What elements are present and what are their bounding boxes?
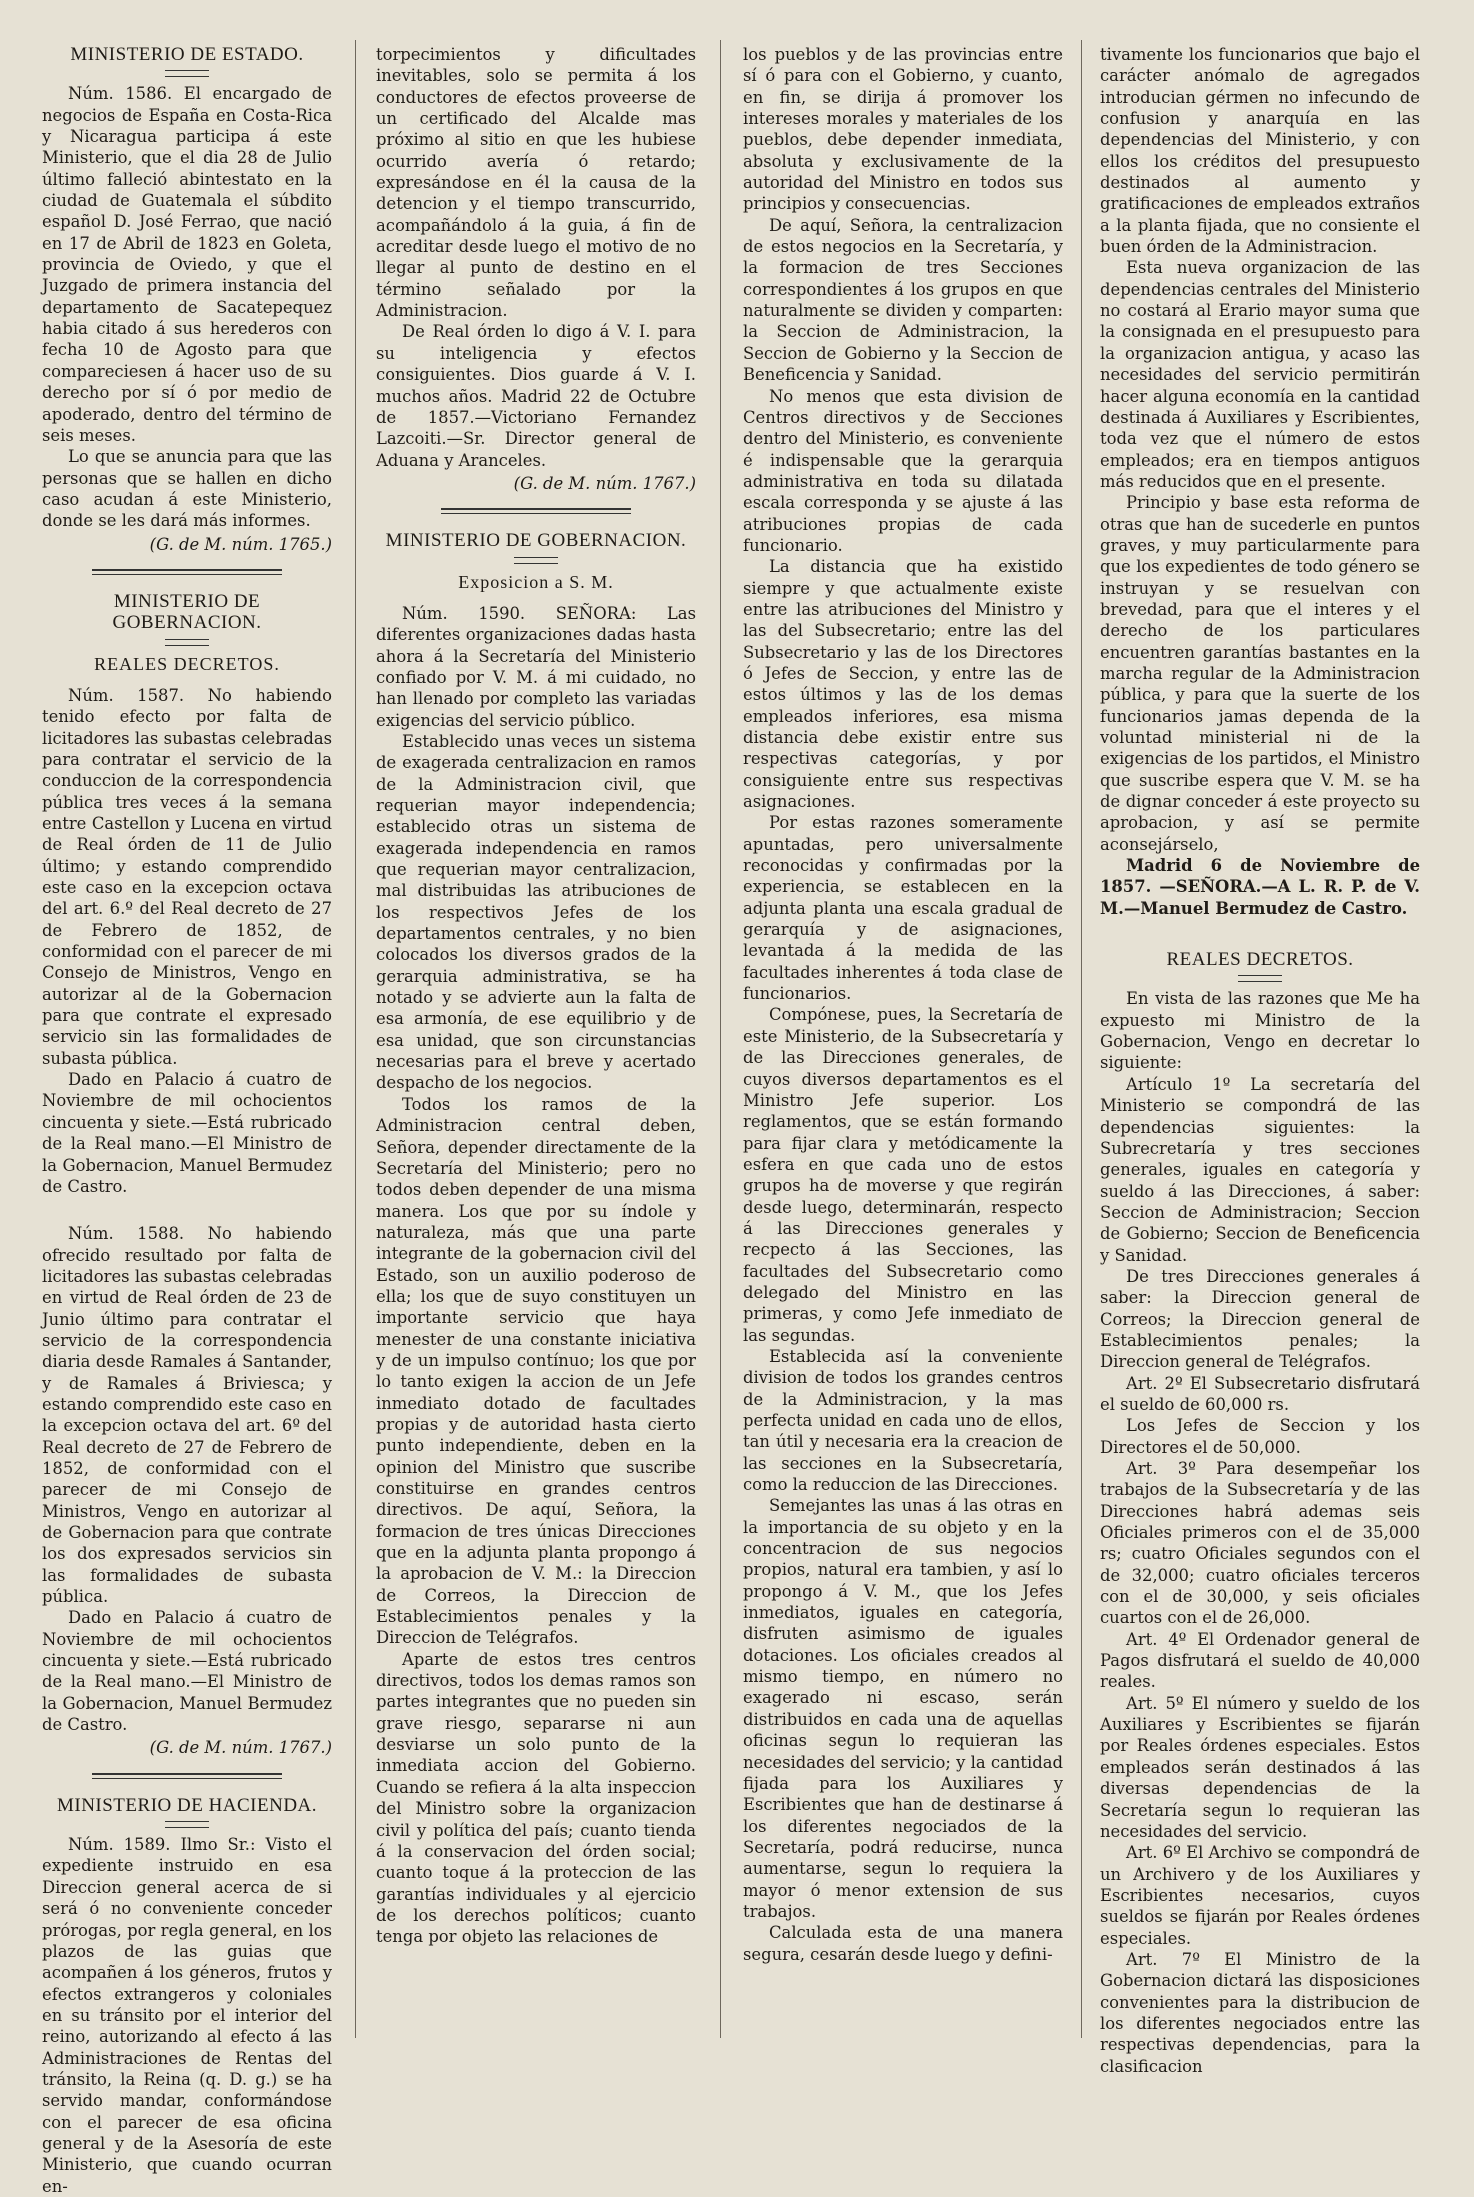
- ornament-dash: [514, 557, 558, 564]
- column-rule: [1081, 40, 1082, 2038]
- paragraph: Esta nueva organizacion de las dependencias centrales del Ministerio no costará al Erario mayor suma que la consignada en el presupuesto para la organizacion antigua, y acaso las necesidades del servicio permitirán hacer alguna economía en la cantidad destinada á Auxiliares y Escribientes, toda vez que el número de estos empleados; era en tiempos antiguos más reducidos que en el presente.: [1100, 258, 1420, 491]
- section-heading-text: MINISTERIO DE GOBERNACION.: [112, 590, 262, 634]
- section-heading-text: MINISTERIO DE HACIENDA.: [56, 1794, 318, 1816]
- section-separator: [441, 508, 631, 514]
- continued-paragraph: los pueblos y de las provincias entre sí ó para con el Gobierno, y cuanto, en fin, se dirija á promover los intereses morales y materiales de los pueblos, debe depender inmediata, absoluta y exclusivamente de la autoridad del Ministro en todos sus principios y consecuencias.: [743, 45, 1063, 214]
- continued-paragraph: torpecimientos y dificultades inevitables, solo se permita á los conductores de efectos proveerse de un certificado del Alcalde mas próximo al sitio en que les hubiese ocurrido avería ó retardo; expresándose en él la causa de la detencion y el tiempo transcurrido, acompañándolo á la guia, á fin de acreditar desde luego el motivo de no llegar al punto de destino en el término señalado por la Administracion.: [376, 45, 696, 321]
- paragraph: No menos que esta division de Centros directivos y de Secciones dentro del Ministerio, es conveniente é indispensable que la gerarquia administrativa en toda su dilatada escala corresponda y se ajuste á las atribuciones propias de cada funcionario.: [743, 386, 1063, 555]
- section-separator: [92, 569, 282, 575]
- ornament-dash: [165, 70, 209, 77]
- paragraph: La distancia que ha existido siempre y que actualmente existe entre las atribuciones del Ministro y las del Subsecretario; entre las del Subsecretario y las de los Directores ó Jefes de Seccion, y entre las de estos últimos y las de los demas empleados inferiores, esa misma distancia debe existir entre sus respectivas categorías, y por consiguiente entre sus respectivas asignaciones.: [743, 557, 1063, 812]
- section-heading: [376, 530, 696, 563]
- section-heading: [42, 44, 332, 77]
- paragraph: Establecida así la conveniente division de todos los grandes centros de la Administracion, y la mas perfecta unidad en cada uno de ellos, tan útil y necesaria era la creacion de las secciones en la Subsecretaría, como la reduccion de las Direcciones.: [743, 1346, 1063, 1495]
- source-citation: (G. de M. núm. 1767.): [513, 473, 696, 493]
- sub-heading: Exposicion a S. M.: [458, 571, 614, 592]
- paragraph: Artículo 1º La secretaría del Ministerio se compondrá de las dependencias siguientes: la Subrecretaría y tres secciones generales, iguales en categoría y sueldo á las Direcciones, á saber: Seccion de Administracion; Seccion de Gobierno; Seccion de Beneficencia y Sanidad.: [1100, 1074, 1420, 1265]
- paragraph: Principio y base esta reforma de otras que han de sucederle en puntos graves, y muy particularmente para que los expedientes de todo género se instruyan y se resuelvan con brevedad, para que el interes y el derecho de los particulares encuentren garantías bastantes en la marcha regular de la Administracion pública, y para que la suerte de los funcionarios jamas dependa de la voluntad ministerial ni de la exigencias de los partidos, el Ministro que suscribe espera que V. M. se ha de dignar conceder á este proyecto su aprobacion, y así se permite aconsejárselo,: [1100, 493, 1420, 854]
- paragraph: De aquí, Señora, la centralizacion de estos negocios en la Secretaría, y la formacion de tres Secciones correspondientes á los grupos en que naturalmente se dividen y comparten: la Seccion de Administracion, la Seccion de Gobierno y la Seccion de Beneficencia y Sanidad.: [743, 215, 1063, 385]
- paragraph: Aparte de estos tres centros directivos, todos los demas ramos son partes integrantes que no pueden sin grave riesgo, separarse ni aun desviarse un solo punto de la inmediata accion del Gobierno. Cuando se refiera á la alta inspeccion del Ministro sobre la organizacion civil y política del país; cuanto tienda á la conservacion del órden social; cuanto toque á la proteccion de las garantías individuales y al ejercicio de los derechos políticos; cuanto tenga por objeto las relaciones de: [376, 1649, 696, 1947]
- paragraph: Art. 2º El Subsecretario disfrutará el sueldo de 60,000 rs.: [1100, 1373, 1420, 1414]
- paragraph: Compónese, pues, la Secretaría de este Ministerio, de la Subsecretaría y de las Direcciones generales, de cuyos diversos departamentos es el Ministro Jefe superior. Los reglamentos, que se están formando para fijar clara y metódicamente la esfera en que cada uno de estos grupos ha de moverse y que regirán desde luego, determinarán, respecto á las Direcciones generales y recpecto á las Secciones, las facultades del Subsecretario como delegado del Ministro en las primeras, y como Jefe inmediato de las segundas.: [743, 1005, 1063, 1345]
- paragraph: Art. 4º El Ordenador general de Pagos disfrutará el sueldo de 40,000 reales.: [1100, 1629, 1420, 1692]
- ornament-dash: [165, 1821, 209, 1828]
- ornament-dash: [1238, 975, 1282, 982]
- section-heading: [1100, 949, 1420, 982]
- paragraph: Establecido unas veces un sistema de exagerada centralizacion en ramos de la Administracion civil, que requerian mayor independencia; establecido otras un sistema de exagerada independencia en ramos que requerian mayor centralizacion, mal distribuidas las atribuciones de los respectivos Jefes de los departamentos centrales, y no bien colocados los diversos grados de la gerarquia administrativa, se ha notado y se advierte aun la falta de esa armonía, de ese equilibrio y de esa unidad, que son circunstancias necesarias para el breve y acertado despacho de los negocios.: [376, 731, 696, 1093]
- column-rule: [720, 40, 721, 2038]
- paragraph: Semejantes las unas á las otras en la importancia de su objeto y en la concentracion de sus negocios propios, natural era tambien, y así lo propongo á V. M., que los Jefes inmediatos, iguales en categoría, disfruten asimismo de iguales dotaciones. Los oficiales creados al mismo tiempo, en número no exagerado ni escaso, serán distribuidos en cada una de aquellas oficinas segun lo requieran las necesidades del servicio; y la cantidad fijada para los Auxiliares y Escribientes que han de destinarse á los diferentes negociados de la Secretaría, podrá reducirse, nunca aumentarse, segun lo requiera la mayor ó menor extension de sus trabajos.: [743, 1496, 1063, 1921]
- signature-line: Madrid 6 de Noviembre de 1857. —SEÑORA.—A L. R. P. de V. M.—Manuel Bermudez de Castro.: [1100, 856, 1420, 918]
- section-heading-text: MINISTERIO DE ESTADO.: [70, 44, 304, 65]
- paragraph: Núm. 1586. El encargado de negocios de España en Costa-Rica y Nicaragua participa á este Ministerio, que el dia 28 de Julio último falleció abintestato en la ciudad de Guatemala el súbdito español D. José Ferrao, que nació en 17 de Abril de 1823 en Goleta, provincia de Oviedo, y que el Juzgado de primera instancia del departamento de Sacatepequez habia citado á sus herederos con fecha 10 de Agosto para que compareciesen á hacer uso de su derecho por sí ó por medio de apoderado, dentro del término de seis meses.: [42, 84, 332, 445]
- paragraph: Por estas razones someramente apuntadas, pero universalmente reconocidas y confirmadas por la experiencia, se establecen en la adjunta planta una escala gradual de gerarquía y de asignaciones, levantada á la medida de las facultades inherentes á toda clase de funcionarios.: [743, 813, 1063, 1004]
- section-heading-text: MINISTERIO DE GOBERNACION.: [385, 530, 687, 552]
- column-rule: [355, 40, 356, 2038]
- paragraph: Art. 5º El número y sueldo de los Auxiliares y Escribientes se fijarán por Reales órdenes especiales. Estos empleados serán destinados á las diversas dependencias de la Secretaría segun lo requieran las necesidades del servicio.: [1100, 1693, 1420, 1841]
- paragraph: De Real órden lo digo á V. I. para su inteligencia y efectos consiguientes. Dios guarde á V. I. muchos años. Madrid 22 de Octubre de 1857.—Victoriano Fernandez Lazcoiti.—Sr. Director general de Aduana y Aranceles.: [376, 322, 696, 470]
- column-1: [42, 44, 332, 2196]
- paragraph-gap: [42, 1197, 332, 1223]
- paragraph: En vista de las razones que Me ha expuesto mi Ministro de la Gobernacion, Vengo en decretar lo siguiente:: [1100, 989, 1420, 1073]
- continued-paragraph: tivamente los funcionarios que bajo el carácter anómalo de agregados introducian gérmen no infecundo de confusion y anarquía en las dependencias del Ministerio, y con ellos los créditos del presupuesto destinados al aumento y gratificaciones de empleados extraños a la planta fijada, que no consiente el buen órden de la Administracion.: [1100, 45, 1420, 257]
- ornament-dash: [165, 639, 209, 646]
- section-heading-text: REALES DECRETOS.: [1166, 949, 1354, 971]
- paragraph: Núm. 1587. No habiendo tenido efecto por falta de licitadores las subastas celebradas para contratar el servicio de la conduccion de la correspondencia pública tres veces á la semana entre Castellon y Lucena en virtud de Real órden de 11 de Julio último; y estando comprendido este caso en la excepcion octava del art. 6.º del Real decreto de 27 de Febrero de 1852, de conformidad con el parecer de mi Consejo de Ministros, Vengo en autorizar al de la Gobernacion para que contrate el expresado servicio sin las formalidades de subasta pública.: [42, 685, 332, 1068]
- paragraph: Art. 3º Para desempeñar los trabajos de la Subsecretaría y de las Direcciones habrá ademas seis Oficiales primeros con el de 35,000 rs; cuatro Oficiales segundos con el de 32,000; cuatro oficiales terceros con el de 30,000, y seis oficiales cuartos con el de 26,000.: [1100, 1459, 1420, 1628]
- section-heading: [42, 591, 332, 646]
- section-separator: [92, 1773, 282, 1779]
- paragraph: Núm. 1589. Ilmo Sr.: Visto el expediente instruido en esa Direccion general acerca de si será ó no conveniente conceder prórogas, por regla general, en los plazos de las guias que acompañen á los géneros, frutos y efectos extrangeros y coloniales en su tránsito por el interior del reino, autorizando al efecto á las Administraciones de Rentas del tránsito, la Reina (q. D. g.) se ha servido mandar, conformándose con el parecer de esa oficina general y de la Asesoría de este Ministerio, que cuando ocurran en-: [42, 1835, 332, 2196]
- source-citation: (G. de M. núm. 1765.): [149, 534, 332, 554]
- paragraph: Dado en Palacio á cuatro de Noviembre de mil ochocientos cincuenta y siete.—Está rubricado de la Real mano.—El Ministro de la Gobernacion, Manuel Bermudez de Castro.: [42, 1608, 332, 1735]
- sub-heading: REALES DECRETOS.: [94, 653, 280, 674]
- column-3: [743, 44, 1063, 2034]
- section-heading: [42, 1795, 332, 1828]
- column-4: [1100, 44, 1420, 2076]
- paragraph: Dado en Palacio á cuatro de Noviembre de mil ochocientos cincuenta y siete.—Está rubricado de la Real mano.—El Ministro de la Gobernacion, Manuel Bermudez de Castro.: [42, 1070, 332, 1196]
- paragraph: Núm. 1590. SEÑORA: Las diferentes organizaciones dadas hasta ahora á la Secretaría del Ministerio confiado por V. M. á mi cuidado, no han llenado por completo las variadas exigencias del servicio público.: [376, 603, 696, 730]
- paragraph: Núm. 1588. No habiendo ofrecido resultado por falta de licitadores las subastas celebradas en virtud de Real órden de 23 de Junio último para contratar el servicio de la correspondencia diaria desde Ramales á Santander, y de Ramales á Briviesca; y estando comprendido este caso en la excepcion octava del art. 6º del Real decreto de 27 de Febrero de 1852, de conformidad con el parecer de mi Consejo de Ministros, Vengo en autorizar al de Gobernacion para que contrate los dos expresados servicios sin las formalidades de subasta pública.: [42, 1224, 332, 1607]
- paragraph: Art. 6º El Archivo se compondrá de un Archivero y de los Auxiliares y Escribientes necesarios, cuyos sueldos se fijarán por Reales órdenes especiales.: [1100, 1843, 1420, 1948]
- column-2: [376, 44, 696, 2034]
- paragraph: Los Jefes de Seccion y los Directores el de 50,000.: [1100, 1416, 1420, 1457]
- paragraph: De tres Direcciones generales á saber: la Direccion general de Correos; la Direccion general de Establecimientos penales; la Direccion general de Telégrafos.: [1100, 1266, 1420, 1372]
- paragraph: Lo que se anuncia para que las personas que se hallen en dicho caso acudan á este Ministerio, donde se les dará más informes.: [42, 447, 332, 531]
- source-citation: (G. de M. núm. 1767.): [149, 1738, 332, 1758]
- paragraph: Calculada esta de una manera segura, cesarán desde luego y defini-: [743, 1923, 1063, 1964]
- paragraph: Art. 7º El Ministro de la Gobernacion dictará las disposiciones convenientes para la distribucion de los diferentes negociados entre las respectivas dependencias, para la clasificacion: [1100, 1949, 1420, 2076]
- paragraph: Todos los ramos de la Administracion central deben, Señora, depender directamente de la Secretaría del Ministerio; pero no todos deben depender de una misma manera. Los que por su índole y naturaleza, más que una parte integrante de la gobernacion civil del Estado, son un auxilio poderoso de ella; los que de suyo constituyen un importante servicio que haya menester de una constante iniciativa y de un impulso contínuo; los que por lo tanto exigen la accion de un Jefe inmediato dotado de facultades propias y de autoridad hasta cierto punto independiente, deben en la opinion del Ministro que suscribe constituirse en grandes centros directivos. De aquí, Señora, la formacion de tres únicas Direcciones que en la adjunta planta propongo á la aprobacion de V. M.: la Direccion de Correos, la Direccion de Establecimientos penales y la Direccion de Telégrafos.: [376, 1094, 696, 1648]
